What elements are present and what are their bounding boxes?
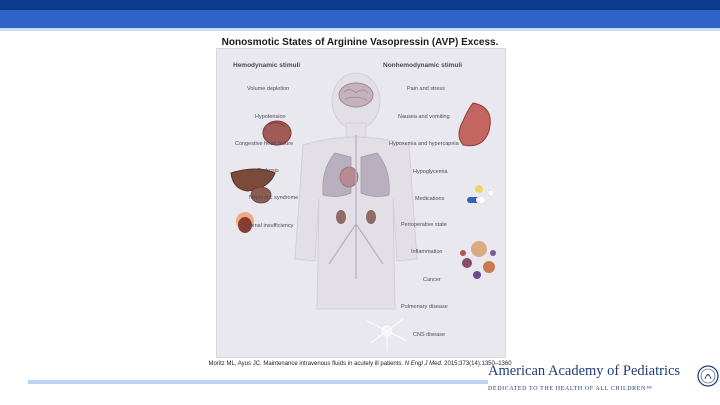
nerve-cell-icon bbox=[367, 319, 407, 351]
left-item: Congestive heart failure bbox=[235, 141, 294, 147]
aap-tagline-mark: ™ bbox=[645, 386, 653, 392]
aap-seal-icon bbox=[697, 361, 719, 391]
left-item: Hypotension bbox=[255, 114, 286, 120]
right-item: Hypoxemia and hypercapnia bbox=[389, 141, 459, 147]
left-item: Cirrhosis bbox=[257, 168, 279, 174]
citation-authors: Moritz ML, Ayus JC. Maintenance intravenous fluids in acutely ill patients. bbox=[208, 361, 404, 367]
right-item: Inflammation bbox=[411, 249, 443, 255]
right-item: Cancer bbox=[423, 277, 441, 283]
right-item: Hypoglycemia bbox=[413, 169, 448, 175]
cells-icon bbox=[460, 241, 496, 279]
citation-ref: 2015;373(14):1350–1360 bbox=[444, 361, 512, 367]
right-item: CNS disease bbox=[413, 332, 446, 338]
aap-org-name: American Academy of Pediatrics bbox=[488, 363, 681, 379]
header-band-dark bbox=[0, 0, 720, 10]
right-item: Perioperative state bbox=[401, 222, 447, 228]
pills-icon bbox=[467, 185, 494, 203]
right-item: Pain and stress bbox=[407, 86, 445, 92]
left-heading: Hemodynamic stimuli bbox=[233, 62, 301, 69]
left-item: Adrenal insufficiency bbox=[243, 223, 294, 229]
left-item: Volume depletion bbox=[247, 86, 290, 92]
citation-journal: N Engl J Med. bbox=[404, 361, 443, 367]
slide-title: Nonosmotic States of Arginine Vasopressin (AVP) Excess. bbox=[221, 37, 499, 48]
header-band-pale bbox=[0, 28, 720, 31]
header-band-light bbox=[0, 10, 720, 28]
brain-icon bbox=[339, 83, 373, 107]
right-heading: Nonhemodynamic stimuli bbox=[383, 62, 463, 69]
right-item: Nausea and vomiting bbox=[398, 114, 450, 120]
right-item: Pulmonary disease bbox=[401, 304, 448, 310]
right-item: Medications bbox=[415, 196, 445, 202]
heart-icon-body bbox=[340, 167, 358, 187]
footer-rule bbox=[28, 380, 488, 384]
left-item: Nephrotic syndrome bbox=[249, 195, 299, 201]
aap-logo bbox=[488, 363, 700, 399]
figure-illustration bbox=[217, 49, 506, 358]
aap-tagline-text: DEDICATED TO THE HEALTH OF ALL CHILDREN bbox=[488, 386, 646, 392]
avp-figure bbox=[216, 48, 506, 358]
aap-tagline bbox=[488, 386, 652, 392]
stomach-icon bbox=[459, 103, 490, 146]
